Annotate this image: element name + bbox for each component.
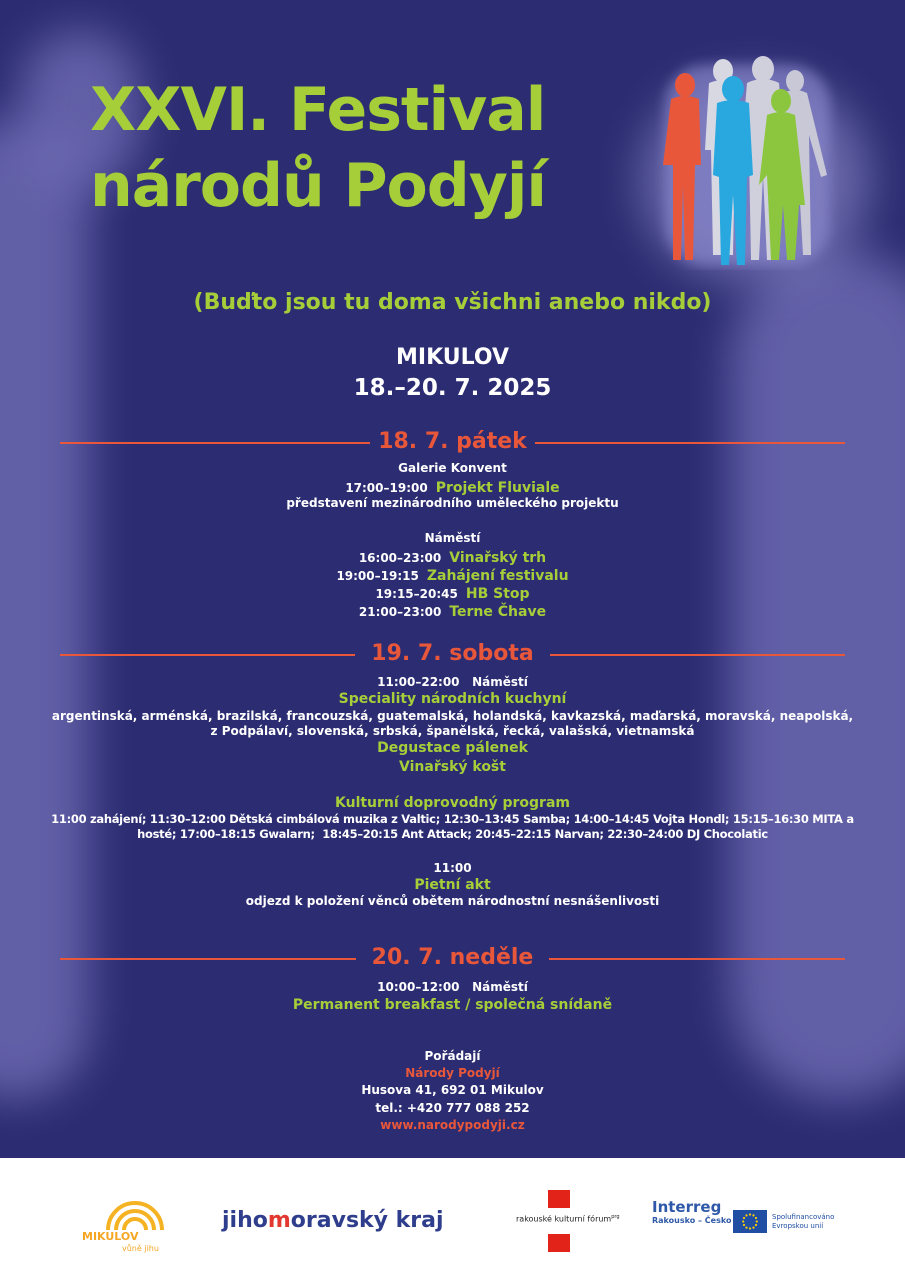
time-venue: 10:00–12:00 Náměstí (377, 980, 528, 994)
tasting-title: Degustace pálenek (377, 740, 528, 756)
interreg-logo (652, 1198, 731, 1225)
mikulov-logo-tagline: vůně jihu (122, 1244, 159, 1253)
specialties-title: Speciality národních kuchyní (338, 691, 567, 707)
event-time: 19:00–19:15 (336, 569, 419, 583)
day-label: 18. 7. pátek (370, 429, 535, 454)
time-venue: 11:00–22:00 Náměstí (377, 675, 528, 689)
event-name: HB Stop (465, 586, 530, 602)
venue-konvent: Galerie Konvent (398, 461, 507, 475)
event-name: Vinařský trh (449, 550, 547, 566)
interreg-text: Interreg (652, 1198, 722, 1216)
mikulov-logo-text: MIKULOV (82, 1230, 139, 1243)
title-line-1: XXVI. Festival (90, 75, 546, 145)
wine-title: Vinařský košt (399, 759, 506, 775)
jihomoravsky-kraj-logo: jihomoravský kraj (222, 1208, 444, 1233)
cuisines-line-1: argentinská, arménská, brazilská, francouzská, guatemalská, holandská, kavkazská, maďarská, moravská, neapolská, (51, 709, 854, 723)
event-name: Terne Čhave (449, 604, 547, 620)
event-time: 17:00–19:00 (345, 481, 428, 495)
program-line-1: 11:00 zahájení; 11:30–12:00 Dětská cimbálová muzika z Valtic; 12:30–13:45 Samba; 14:00–14:45 Vojta Hondl; 15:15–16:30 MITA a (51, 812, 854, 826)
event-time: 16:00–23:00 (358, 551, 442, 565)
memorial-time: 11:00 (433, 861, 472, 875)
day-label: 20. 7. neděle (364, 945, 542, 970)
day-label: 19. 7. sobota (363, 641, 541, 666)
organizer-heading: Pořádají (424, 1049, 481, 1063)
event-row (0, 477, 905, 496)
memorial-description: odjezd k položení věnců obětem národnostní nesnášenlivosti (245, 894, 660, 908)
program-title: Kulturní doprovodný program (335, 795, 570, 811)
event-row (0, 601, 905, 620)
program-line-2: hosté; 17:00–18:15 Gwalarn; 18:45–20:15 Ant Attack; 20:45–22:15 Narvan; 22:30–24:00 DJ Chocolatic (137, 827, 768, 841)
event-time: 21:00–23:00 (358, 605, 442, 619)
memorial-title: Pietní akt (414, 877, 491, 893)
eu-flag-icon (733, 1210, 767, 1233)
day-header-sunday (60, 943, 845, 973)
day-header-friday (60, 427, 845, 457)
event-description: představení mezinárodního uměleckého projektu (286, 496, 619, 510)
festival-subtitle: (Buďto jsou tu doma všichni anebo nikdo) (193, 290, 712, 315)
event-name: Projekt Fluviale (435, 480, 560, 496)
event-name: Zahájení festivalu (426, 568, 569, 584)
people-figures-illustration (655, 55, 840, 270)
festival-place: MIKULOV (396, 345, 509, 370)
mikulov-logo (82, 1188, 182, 1258)
cuisines-line-2: z Podpálaví, slovenská, srbská, španělská, řecká, valašská, vietnamská (210, 724, 695, 738)
organizer-name: Národy Podyjí (405, 1066, 500, 1080)
event-time: 19:15–20:45 (375, 587, 458, 601)
festival-title (90, 72, 546, 224)
eu-cofinanced-text: Spolufinancováno Evropskou unií (772, 1213, 835, 1230)
festival-dates: 18.–20. 7. 2025 (353, 375, 552, 401)
event-row (0, 547, 905, 566)
interreg-subtitle: Rakousko – Česko (652, 1216, 732, 1225)
organizer-phone: tel.: +420 777 088 252 (375, 1101, 530, 1115)
organizer-address: Husova 41, 692 01 Mikulov (361, 1083, 544, 1097)
event-row (0, 583, 905, 602)
day-header-saturday (60, 639, 845, 669)
title-line-2: národů Podyjí (90, 151, 546, 221)
forum-logo-text: rakouské kulturní fórum$^{prg}$ (516, 1214, 620, 1224)
sponsor-footer (0, 1158, 905, 1280)
breakfast-event: Permanent breakfast / společná snídaně (292, 997, 613, 1013)
organizer-website[interactable]: www.narodypodyji.cz (380, 1118, 525, 1132)
mikulov-sun-icon (100, 1188, 170, 1230)
rakouske-kulturni-forum-logo (516, 1190, 636, 1254)
event-row (0, 565, 905, 584)
venue-namesti: Náměstí (424, 531, 481, 545)
